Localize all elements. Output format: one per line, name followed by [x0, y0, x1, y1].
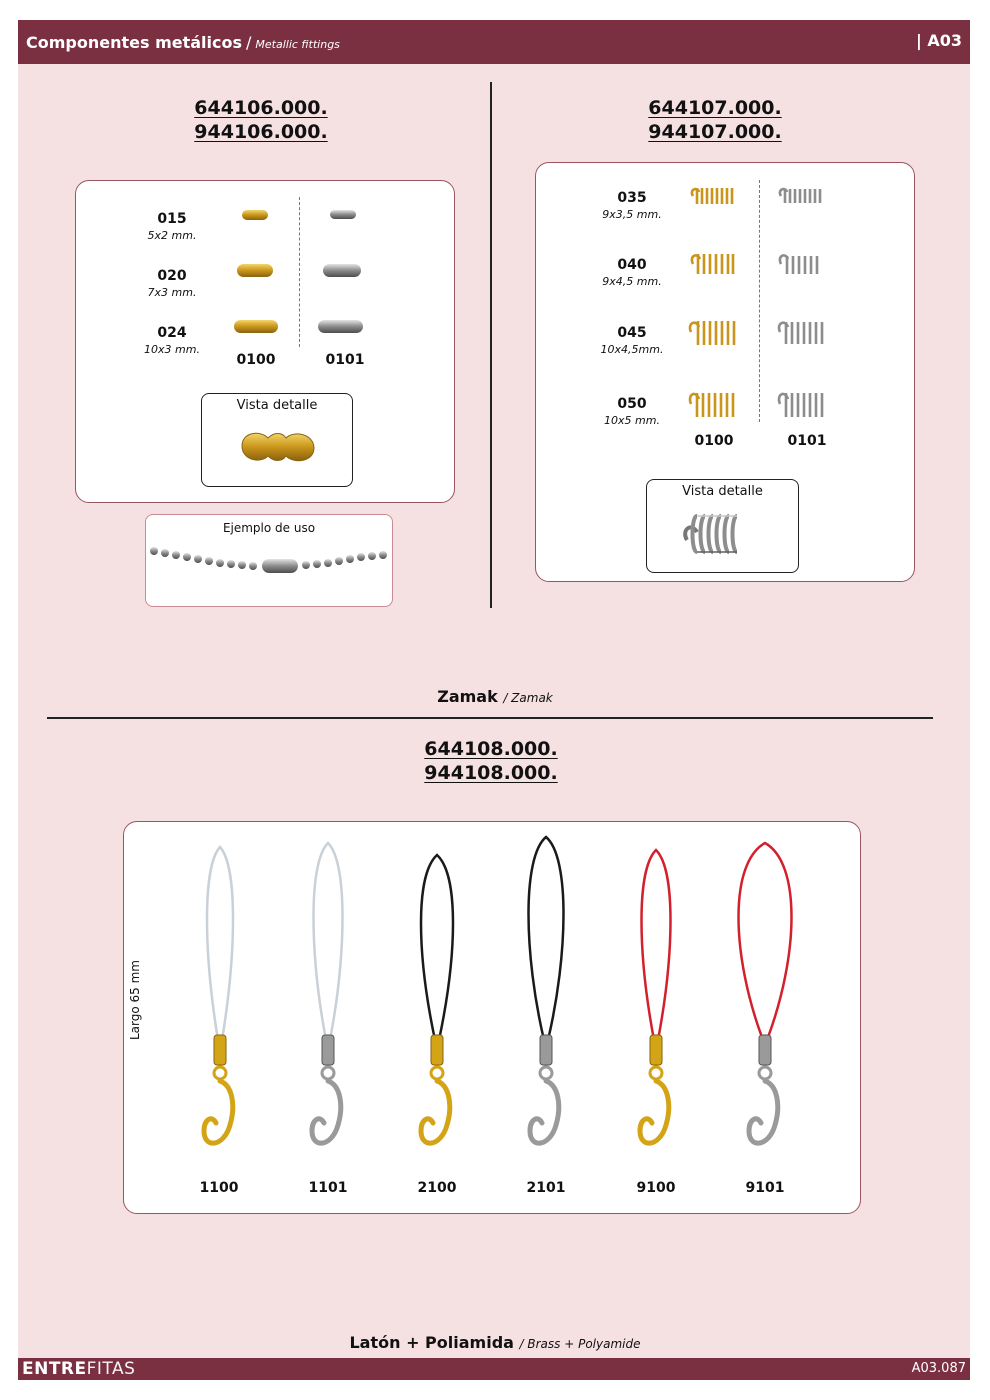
lobster-clasp: [640, 1081, 669, 1143]
crimp-end: [214, 1035, 226, 1065]
right-size-045: [592, 325, 672, 356]
page-footer: [18, 1358, 970, 1380]
left-detail-box: [201, 393, 353, 487]
right-color-0101: 0101: [787, 433, 827, 449]
right-size-050: [592, 396, 672, 427]
coil-050-gold: [690, 393, 733, 417]
size-code: 040: [617, 257, 647, 273]
section-code: | A03: [915, 31, 962, 50]
size-dim: 10x5 mm.: [604, 414, 660, 427]
size-dim: 10x4,5mm.: [600, 343, 664, 356]
connector-020-silver: [323, 264, 361, 277]
left-detail-label: Vista detalle: [236, 398, 318, 413]
caption-en: / Zamak: [503, 691, 553, 705]
lanyard-ref-1: 644108.000.: [424, 738, 558, 760]
size-dim: 9x4,5 mm.: [602, 275, 662, 288]
lanyard-code-9101: 9101: [745, 1180, 785, 1196]
size-code: 024: [157, 325, 187, 341]
jump-ring: [540, 1067, 552, 1079]
right-ref-block: [630, 96, 800, 144]
coil-035-silver: [780, 189, 820, 203]
lanyard-ref-2: 944108.000.: [424, 762, 558, 784]
crimp-end: [759, 1035, 771, 1065]
title-separator: /: [246, 33, 252, 52]
cord: [739, 843, 792, 1040]
lanyard-1100: [204, 847, 233, 1143]
cord: [642, 850, 671, 1040]
jump-ring: [214, 1067, 226, 1079]
left-ref-block: [176, 96, 346, 144]
lobster-clasp: [749, 1081, 778, 1143]
left-size-024: [132, 325, 212, 356]
coil-ends: [685, 180, 835, 430]
lobster-clasp: [312, 1081, 341, 1143]
lanyard-9100: [640, 850, 671, 1143]
size-dim: 10x3 mm.: [144, 343, 200, 356]
cord: [421, 855, 453, 1040]
section-divider: [47, 717, 933, 719]
coil-detail-image: [681, 506, 761, 566]
column-divider: [490, 82, 492, 608]
right-color-0100: 0100: [694, 433, 734, 449]
connector-020-gold: [237, 264, 273, 277]
lanyard-code-2101: 2101: [526, 1180, 566, 1196]
lanyard-ref-block: [406, 737, 576, 785]
example-card: [145, 514, 393, 607]
page-title: [26, 33, 340, 52]
lanyard-code-2100: 2100: [417, 1180, 457, 1196]
coil-040-silver: [780, 255, 817, 274]
jump-ring: [759, 1067, 771, 1079]
crimp-end: [322, 1035, 334, 1065]
size-code: 015: [157, 211, 187, 227]
right-detail-label: Vista detalle: [682, 484, 763, 499]
coil-035-gold: [692, 188, 732, 204]
section1-caption: [345, 687, 645, 706]
coil-045-gold: [690, 321, 734, 345]
crimp-end: [431, 1035, 443, 1065]
coil-045-silver: [779, 322, 822, 344]
connector-024-gold: [234, 320, 278, 333]
ball-chain-example-image: [146, 545, 394, 585]
crimp-end: [650, 1035, 662, 1065]
connector-015-silver: [330, 210, 356, 219]
left-ref-2: 944106.000.: [194, 121, 328, 143]
brand-bold: ENTRE: [22, 1359, 87, 1379]
title-en: Metallic fittings: [255, 38, 340, 51]
section2-caption: [295, 1333, 695, 1352]
lobster-clasp: [204, 1081, 233, 1143]
brand-light: FITAS: [86, 1359, 136, 1379]
caption-en: / Brass + Polyamide: [519, 1337, 641, 1351]
connector-024-silver: [318, 320, 363, 333]
length-label: Largo 65 mm: [128, 960, 142, 1040]
coil-040-gold: [692, 254, 733, 274]
page-header: [18, 20, 970, 64]
size-code: 050: [617, 396, 647, 412]
size-code: 035: [617, 190, 647, 206]
crimp-end: [540, 1035, 552, 1065]
jump-ring: [431, 1067, 443, 1079]
right-size-035: [592, 190, 672, 221]
right-ref-2: 944107.000.: [648, 121, 782, 143]
right-ref-1: 644107.000.: [648, 97, 782, 119]
lanyard-1101: [312, 843, 343, 1143]
lanyard-9101: [739, 843, 792, 1143]
left-size-015: [132, 211, 212, 242]
right-detail-box: [646, 479, 799, 573]
size-dim: 9x3,5 mm.: [602, 208, 662, 221]
title-es: Componentes metálicos: [26, 33, 243, 52]
size-code: 045: [617, 325, 647, 341]
lanyard-code-1100: 1100: [199, 1180, 239, 1196]
connector-015-gold: [242, 210, 268, 220]
lanyard-images: [150, 835, 830, 1165]
page-number: A03.087: [911, 1361, 966, 1376]
right-size-040: [592, 257, 672, 288]
lobster-clasp: [421, 1081, 450, 1143]
cord: [529, 837, 564, 1040]
coil-050-silver: [779, 393, 822, 417]
left-color-0101: 0101: [325, 352, 365, 368]
jump-ring: [322, 1067, 334, 1079]
lanyard-2100: [421, 855, 453, 1143]
left-color-0100: 0100: [236, 352, 276, 368]
left-ref-1: 644106.000.: [194, 97, 328, 119]
caption-es: Zamak: [437, 687, 498, 706]
lobster-clasp: [530, 1081, 559, 1143]
lanyard-code-1101: 1101: [308, 1180, 348, 1196]
jump-ring: [650, 1067, 662, 1079]
example-label: Ejemplo de uso: [222, 521, 316, 535]
size-dim: 7x3 mm.: [147, 286, 197, 299]
lanyard-2101: [529, 837, 564, 1143]
size-code: 020: [157, 268, 187, 284]
cord: [207, 847, 233, 1040]
size-dim: 5x2 mm.: [147, 229, 197, 242]
brand-logo: [22, 1359, 135, 1379]
connector-detail-image: [238, 424, 318, 469]
caption-es: Latón + Poliamida: [349, 1333, 514, 1352]
cord: [314, 843, 343, 1040]
ball-chain-connectors: [230, 200, 370, 340]
lanyard-code-9100: 9100: [636, 1180, 676, 1196]
left-size-020: [132, 268, 212, 299]
